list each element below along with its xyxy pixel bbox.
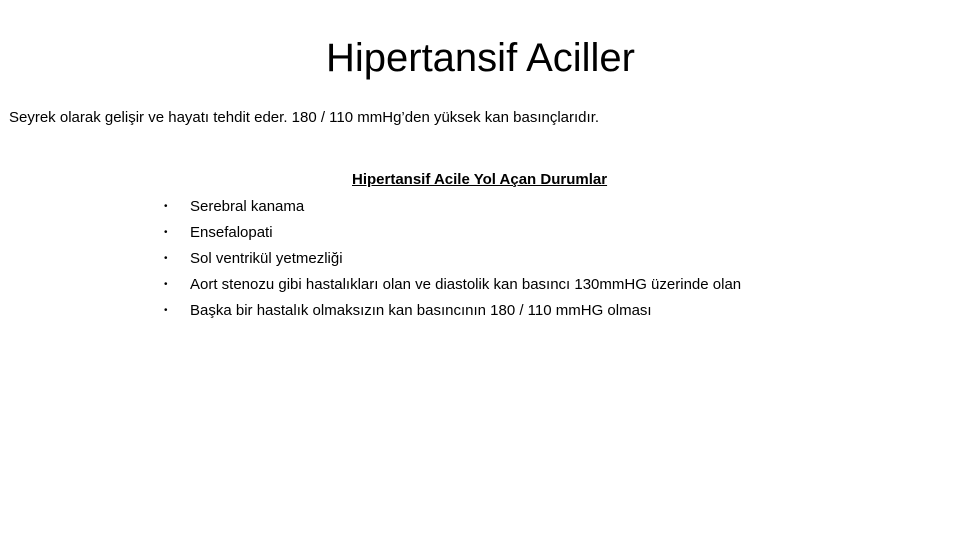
list-item xyxy=(160,246,741,272)
intro-text: Seyrek olarak gelişir ve hayatı tehdit eder. 180 / 110 mmHg’den yüksek kan basınçlarıdır. xyxy=(9,109,600,126)
list-item-text: Sol ventrikül yetmezliği xyxy=(190,250,343,267)
bullet-icon: • xyxy=(164,227,168,238)
conditions-list xyxy=(160,194,741,324)
bullet-icon: • xyxy=(164,279,168,290)
list-item xyxy=(160,298,741,324)
slide-title: Hipertansif Aciller xyxy=(325,36,635,80)
bullet-icon: • xyxy=(164,201,168,212)
list-item xyxy=(160,194,741,220)
list-item-text: Serebral kanama xyxy=(190,198,305,215)
list-item-text: Ensefalopati xyxy=(190,224,273,241)
section-heading: Hipertansif Acile Yol Açan Durumlar xyxy=(352,171,608,188)
list-item xyxy=(160,272,741,298)
list-item-text: Aort stenozu gibi hastalıkları olan ve diastolik kan basıncı 130mmHG üzerinde olan xyxy=(190,276,742,293)
bullet-icon: • xyxy=(164,305,168,316)
list-item xyxy=(160,220,741,246)
bullet-icon: • xyxy=(164,253,168,264)
list-item-text: Başka bir hastalık olmaksızın kan basıncının 180 / 110 mmHG olması xyxy=(190,302,652,319)
